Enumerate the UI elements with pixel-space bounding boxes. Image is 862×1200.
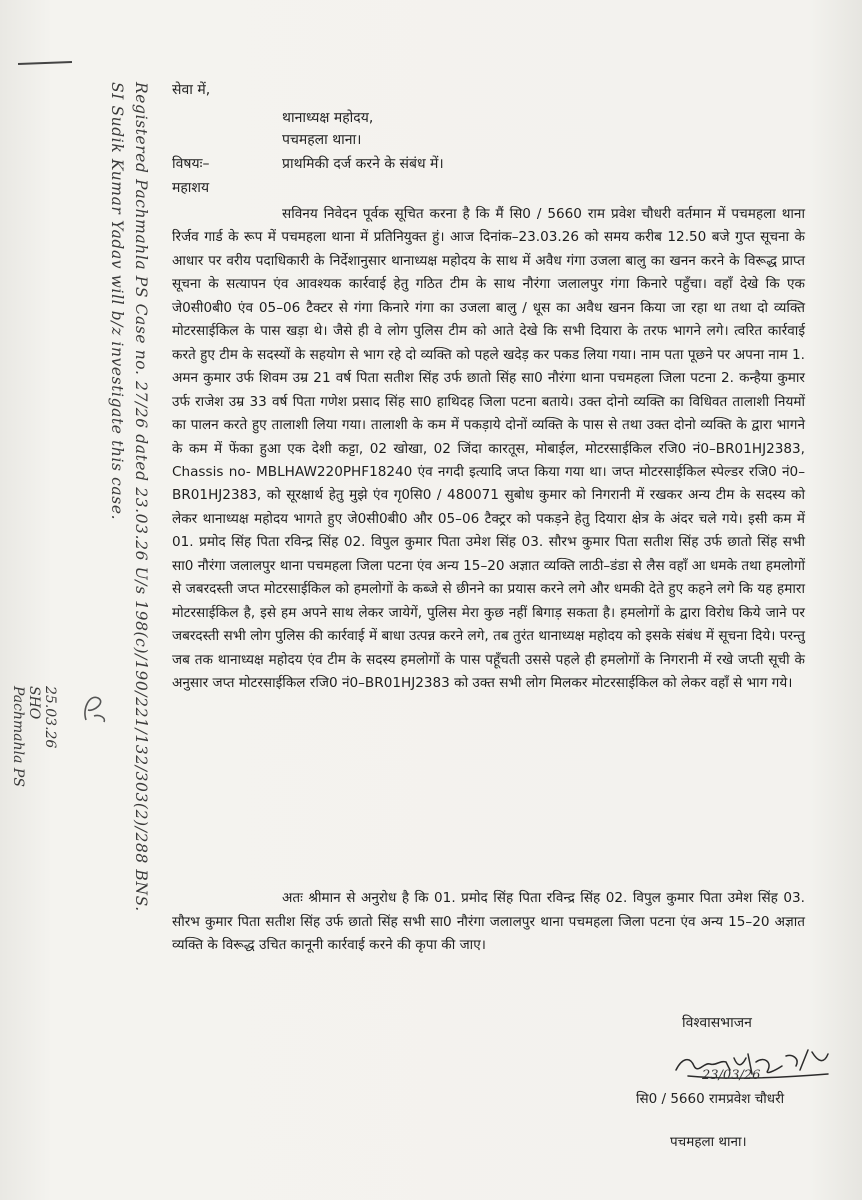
stamp-date: 25.03.26 bbox=[42, 686, 58, 749]
closing: विश्वासभाजन bbox=[682, 1015, 752, 1031]
addressee-line-1: थानाध्यक्ष महोदय, bbox=[282, 110, 374, 126]
greeting: महाशय bbox=[172, 180, 210, 196]
request-paragraph: अतः श्रीमान से अनुरोध है कि 01. प्रमोद सिंह पिता रविन्द्र सिंह 02. विपुल कुमार पिता उमेश सिंह 03. सौरभ कुमार पिता सतीश सिंह उर्फ छातो सिंह सभी सा0 नौरंगा जलालपुर थाना पचमहला जिला पटना एंव अन्य 15–20 अज्ञात व्यक्ति के विरूद्ध उचित कानूनी कार्रवाई करने की कृपा की जाए। bbox=[172, 890, 805, 953]
subject-label: विषयः– bbox=[172, 156, 210, 172]
margin-endorsement-registration: Registered Pachmahla PS Case no. 27/26 dated 23.03.26 U/s 198(c)/190/221/132/303(2)/288 BNS. bbox=[132, 82, 150, 912]
subject-text: प्राथमिकी दर्ज करने के संबंध में। bbox=[282, 156, 444, 172]
signature-date: 23/03/26 bbox=[702, 1068, 761, 1083]
salutation: सेवा में, bbox=[172, 82, 211, 98]
margin-sho-endorsement bbox=[10, 686, 58, 787]
body-paragraph: सविनय निवेदन पूर्वक सूचित करना है कि मैं सि0 / 5660 राम प्रवेश चौधरी वर्तमान में पचमहला थाना रिर्जव गार्ड के रूप में पचमहला थाना में प्रतिनियुक्त हुं। आज दिनांक–23.03.26 को समय करीब 12.50 बजे गुप्त सूचना के आधार पर वरीय पदाधिकारी के निर्देशानुसार थानाध्यक्ष महोदय के साथ में अवैध गंगा उजला बालु का खनन करने के विरूद्ध प्राप्त सूचना के सत्यापन एंव आवश्यक कार्रवाई हेतु गठित टीम के साथ नौरंगा जलालपुर गंगा किनारे पहुँचा। वहाँ देखे कि एक जे0सी0बी0 एंव 05–06 टैक्टर से गंगा किनारे गंगा का उजला बालु / धूस का अवैध खनन किया जा रहा था तथा दो व्यक्ति मोटरसाईकिल के पास खड़ा थे। जैसे ही वे लोग पुलिस टीम को आते देखे कि सभी दियारा के तरफ भागने लगे। त्वरित कार्रवाई करते हुए टीम के सदस्यों के सहयोग से भाग रहे दो व्यक्ति को पहले खदेड़ कर पकड लिया गया। नाम पता पूछने पर अपना नाम 1. अमन कुमार उर्फ शिवम उम्र 21 वर्ष पिता सतीश सिंह उर्फ छातो सिंह सा0 नौरंगा थाना पचमहला जिला पटना 2. कन्हैया कुमार उर्फ राजेश उम्र 33 वर्ष पिता गणेश प्रसाद सिंह सा0 हाथिदह जिला पटना बताये। उक्त दोनो व्यक्ति का विधिवत तालाशी नियमों का पालन करते हुए तालाशी लिया गया। तालाशी के कम में पकड़ाये दोनों व्यक्ति के पास से तथा उक्त दोनो व्यक्ति के द्वारा भागने के कम में फेंका हुआ एक देशी कट्टा, 02 खोखा, 02 जिंदा कारतूस, मोबाईल, मोटरसाईकिल रजि0 नं0–BR01HJ2383, Chassis no- MBLHAW220PHF18240 एंव नगदी इत्यादि जप्त किया गया था। जप्त मोटरसाईकिल स्पेल्डर रजि0 नं0–BR01HJ2383, को सूरक्षार्थ हेतु मुझे एंव गृ0सि0 / 480071 सुबोध कुमार को निगरानी में रखकर अन्य टीम के सदस्य को लेकर थानाध्यक्ष महोदय भागते हुए जे0सी0बी0 और 05–06 टैक्ट्रर को पकड़ने हेतु दियारा क्षेत्र के अंदर चले गये। इसी कम में 01. प्रमोद सिंह पिता रविन्द्र सिंह 02. विपुल कुमार पिता उमेश सिंह 03. सौरभ कुमार पिता सतीश सिंह उर्फ छातो सिंह सभी सा0 नौरंगा जलालपुर थाना पचमहला जिला पटना एंव अन्य 15–20 अज्ञात व्यक्ति लाठी–डंडा से लैस वहाँ आ धमके तथा हमलोगों से जबरदस्ती जप्त मोटरसाईकिल को हमलोगों के कब्जे से छीनने का प्रयास करने लगे और धमकी देते हुए कहने लगे कि यह हमारा मोटरसाईकिल है, इसे हम अपने साथ लेकर जायेगें, पुलिस मेरा कुछ नहीं बिगाड़ सकता है। हमलोगों के द्वारा विरोध किये जाने पर जबरदस्ती सभी लोग पुलिस की कार्रवाई में बाधा उत्पन्न करने लगे, तब तुरंत थानाध्यक्ष महोदय को इसके संबंध में सूचना दिये। परन्तु जब तक थानाध्यक्ष महोदय एंव टीम के सदस्य हमलोगों के पास पहूँचती उससे पहले ही हमलोगों के निगरानी में रखे जप्ती सूची के अनुसार जप्त मोटरसाईकिल रजि0 नं0–BR01HJ2383 को उक्त सभी लोग मिलकर मोटरसाईकिल को लेकर वहाँ से भाग गये। bbox=[172, 206, 805, 692]
stamp-role: SHO bbox=[26, 686, 42, 720]
sho-signature-icon bbox=[80, 690, 110, 726]
letter-body bbox=[172, 203, 805, 696]
signer-name: सि0 / 5660 रामप्रवेश चौधरी bbox=[636, 1091, 785, 1107]
margin-mark bbox=[18, 61, 72, 65]
signer-station: पचमहला थाना। bbox=[670, 1134, 747, 1150]
signature-icon bbox=[668, 1040, 838, 1092]
margin-endorsement-investigator: SI Sudik Kumar Yadav will b/z investigate this case. bbox=[108, 82, 126, 521]
addressee-line-2: पचमहला थाना। bbox=[282, 132, 362, 148]
stamp-place: Pachmahla PS bbox=[10, 686, 26, 787]
letter-request bbox=[172, 887, 805, 958]
